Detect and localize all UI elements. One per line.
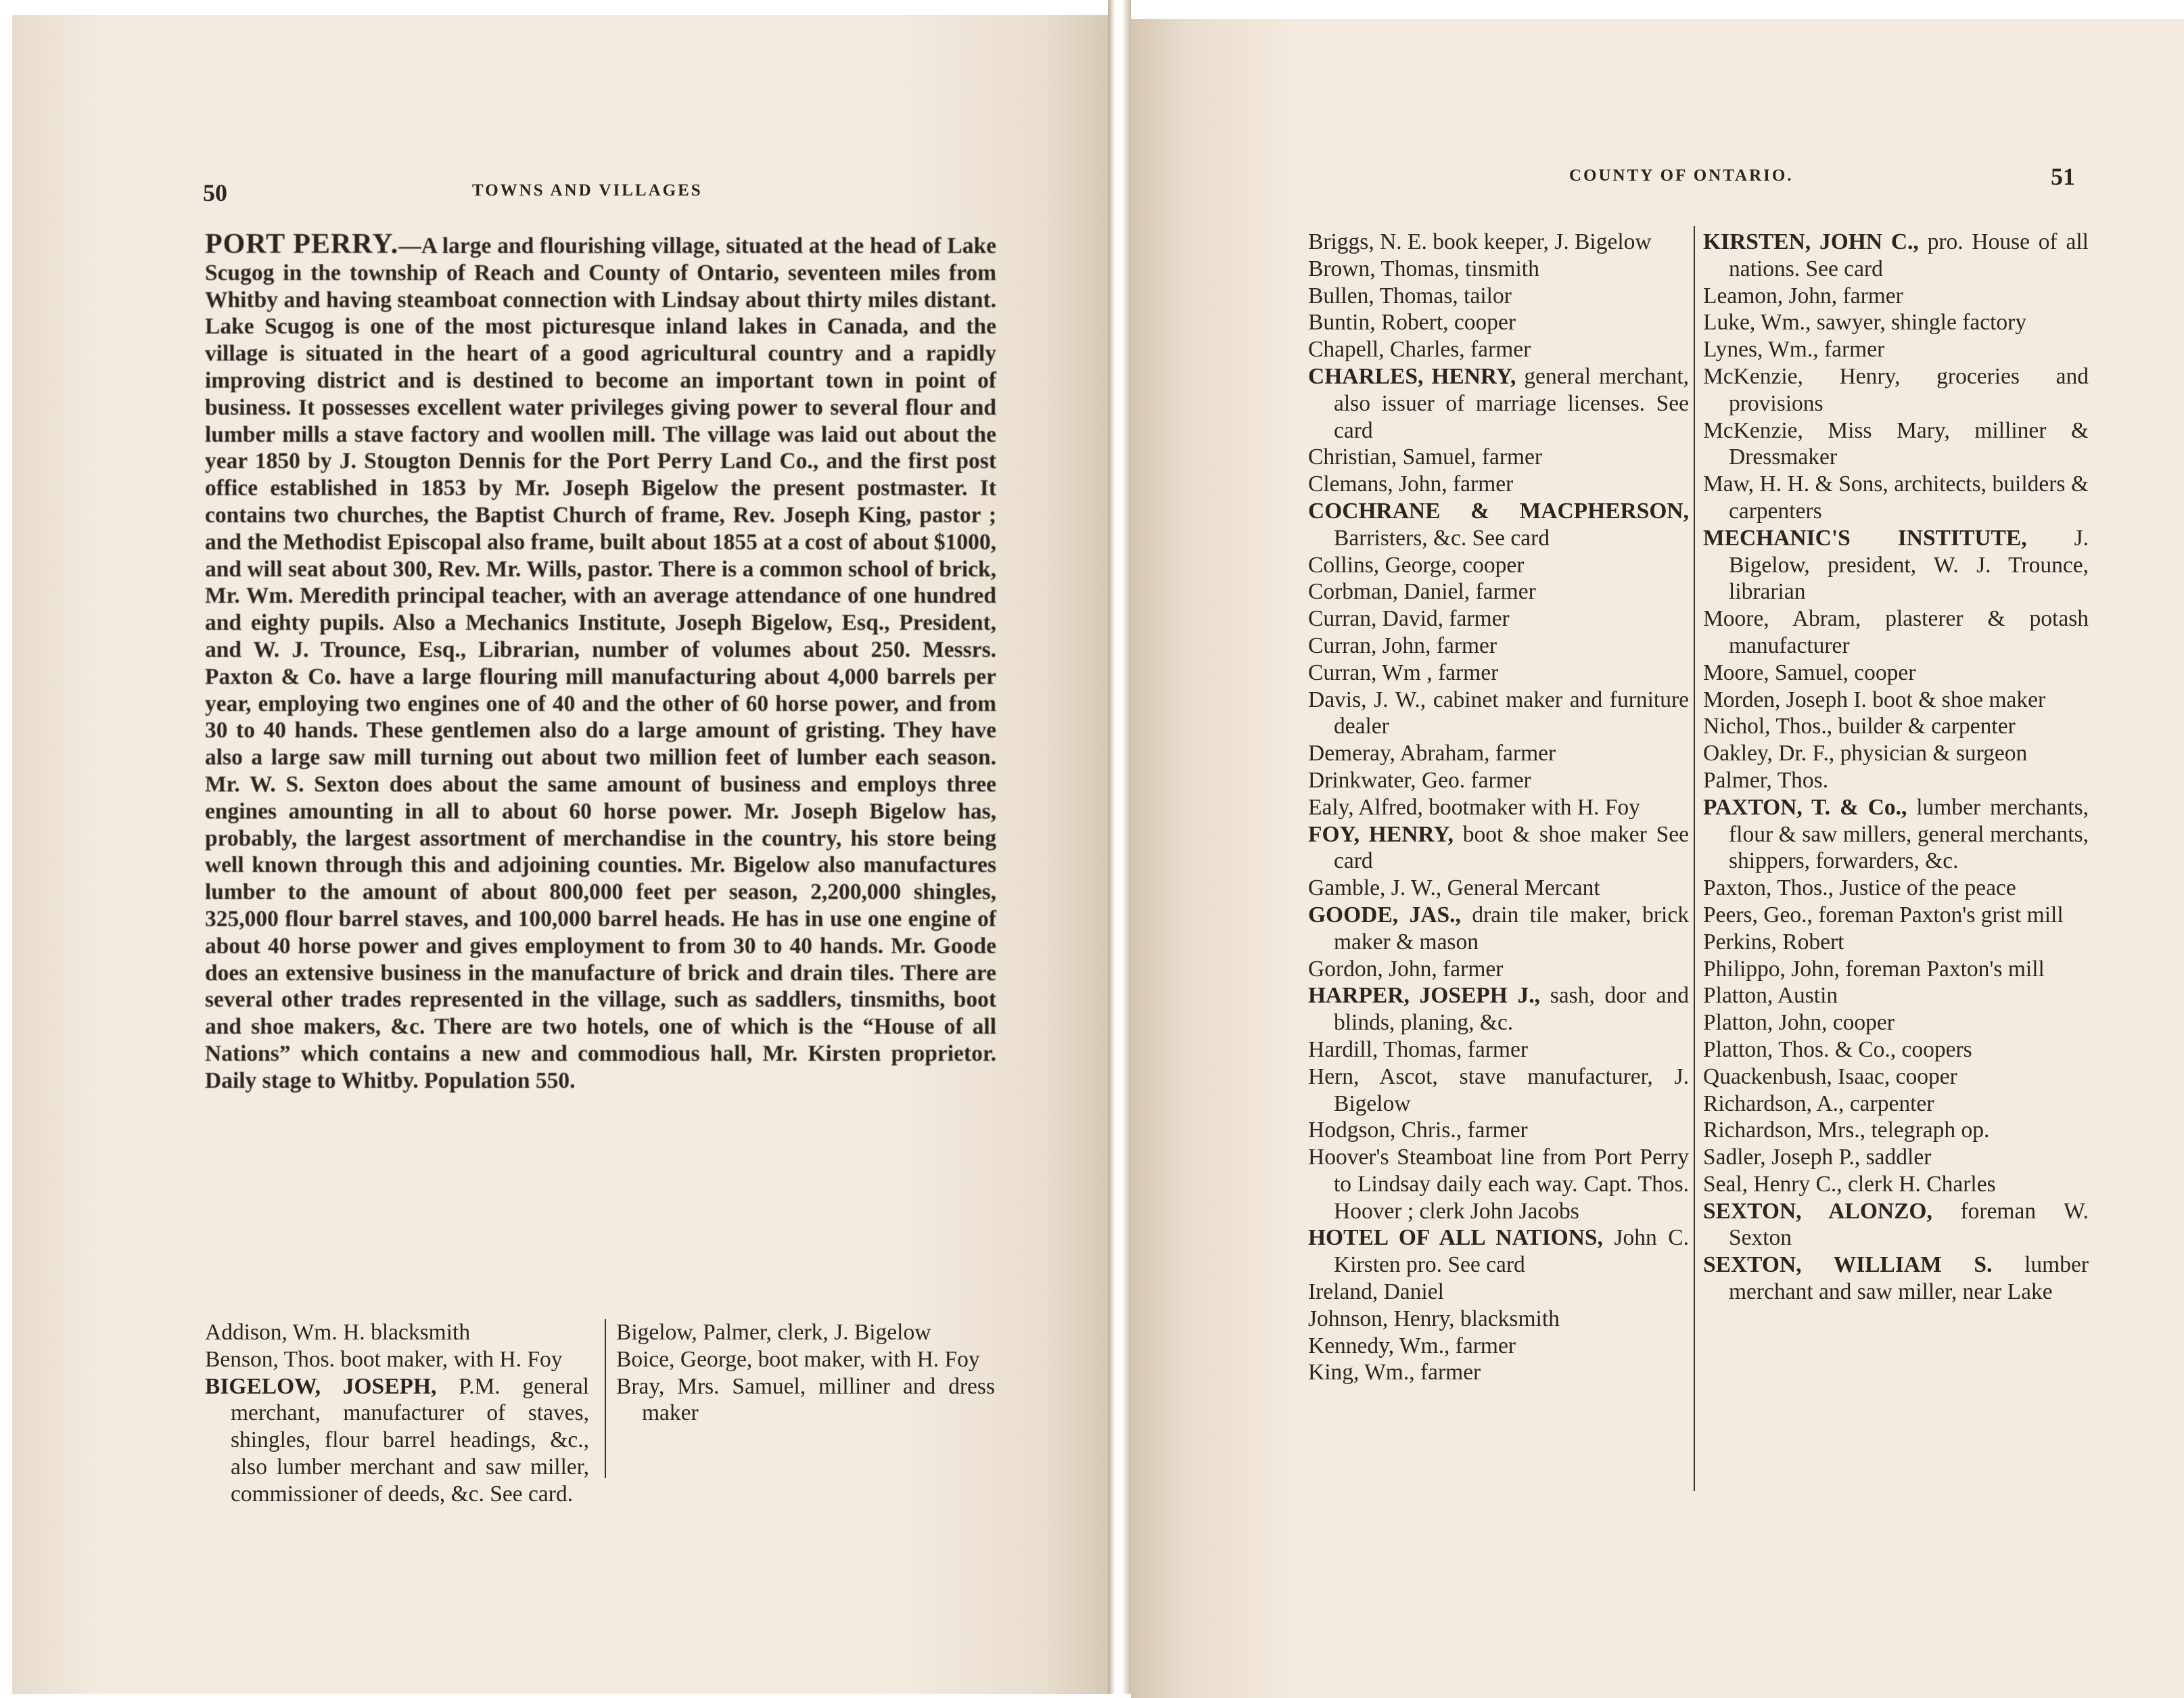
entry-description: cooper [1827,1010,1895,1036]
entry-name: SEXTON, ALONZO, [1703,1198,1932,1224]
entry-description: cooper [1448,310,1516,336]
directory-entry [205,1373,589,1508]
entry-name: Buntin, Robert, [1308,310,1449,336]
entry-description: Steamboat line from Port Perry to Lindsay daily each way. Capt. Thos. Hoover ; clerk John Jacobs [1334,1145,1689,1224]
directory-entry [1308,578,1689,605]
entry-name: Bullen, Thomas, [1308,283,1458,308]
entry-name: Platton, Austin [1703,983,1838,1009]
directory-entry [1703,929,2089,956]
entry-description: farmer [1449,1333,1516,1358]
entry-description: coopers [1896,1036,1972,1062]
entry-name: Perkins, Robert [1703,929,1844,955]
column-divider [605,1319,606,1478]
entry-name: King, Wm., [1308,1360,1415,1385]
directory-entry [1308,1036,1689,1063]
entry-name: COCHRANE & MACPHERSON, [1308,498,1689,524]
entry-description: book keeper, J. Bigelow [1426,229,1652,254]
directory-entry [616,1373,995,1427]
directory-entry [1308,336,1689,363]
entry-name: HARPER, JOSEPH J., [1308,983,1541,1009]
entry-description: groceries and provisions [1729,363,2089,416]
entry-name: Hodgson, Chris., [1308,1118,1462,1143]
entry-description: cabinet maker and furniture dealer [1334,687,1689,739]
entry-description: John C. Kirsten pro. See card [1334,1225,1690,1278]
entry-name: Peers, Geo., [1703,902,1813,927]
directory-entry [1703,1036,2089,1063]
entry-name: Chapell, Charles, [1308,337,1465,363]
entry-name: Davis, J. W., [1308,687,1426,712]
entry-name: Platton, John, [1703,1010,1828,1036]
directory-entry [1308,875,1689,902]
entry-description: drain tile maker, brick maker & mason [1334,902,1689,955]
entry-description: farmer [1464,337,1531,363]
directory-entry [1308,229,1689,256]
entry-name: Christian, Samuel, [1308,444,1477,470]
directory-entry [1703,1144,2089,1171]
entry-description: farmer [1437,956,1504,982]
entry-name: CHARLES, HENRY, [1308,363,1516,389]
entry-description: farmer [1465,767,1531,793]
entry-description: general merchant, also issuer of marriage licenses. See card [1334,363,1689,443]
directory-entry [1308,1359,1689,1386]
entry-description: farmer [1476,444,1543,470]
entry-name: Corbman, Daniel, [1308,579,1470,605]
running-head-left: TOWNS AND VILLAGES [472,181,703,200]
directory-entry [1308,1063,1689,1118]
entry-description: tinsmith [1459,256,1539,281]
entry-name: Paxton, Thos., [1703,875,1834,901]
page-number-right: 51 [2051,163,2075,190]
entry-description: foreman W. Sexton [1729,1198,2089,1251]
entry-description: boot maker, with H. Foy [335,1346,563,1372]
directory-entry [1308,471,1689,498]
entry-name: Oakley, Dr. F., [1703,741,1835,766]
left-directory-column-1 [205,1319,589,1508]
entry-name: FOY, HENRY, [1308,821,1454,847]
entry-description: blacksmith [365,1320,471,1345]
directory-entry [1703,982,2089,1009]
directory-entry [1703,956,2089,983]
directory-entry [1308,956,1689,983]
entry-name: McKenzie, Henry, [1703,363,1901,389]
entry-description: boot & shoe maker [1866,687,2046,712]
entry-name: Palmer, Thos. [1703,767,1829,793]
entry-description: General Mercant [1441,875,1600,901]
entry-name: Gordon, John, [1308,956,1437,982]
directory-entry [1703,605,2089,660]
directory-entry [1703,1091,2089,1118]
entry-description: lumber merchants, flour & saw millers, general merchants, shippers, forwarders, &c. [1729,794,2089,874]
directory-entry [1308,1117,1689,1144]
directory-entry [1308,1144,1689,1224]
entry-name: Brown, Thomas, [1308,256,1460,281]
entry-description: sawyer, shingle factory [1811,310,2027,336]
entry-name: Briggs, N. E. [1308,229,1427,254]
entry-description: P.M. general merchant, manufacturer of staves, shingles, flour barrel headings, &c., also lumber merchant and saw miller, commissioner of deeds, &c. See card. [231,1373,589,1507]
directory-entry [1703,767,2089,794]
directory-entry [1703,794,2089,875]
directory-entry [1308,363,1689,444]
directory-entry [1703,309,2089,336]
entry-name: Seal, Henry C., [1703,1171,1842,1197]
directory-entry [1308,1306,1689,1333]
entry-name: Clemans, John, [1308,472,1447,497]
directory-entry [1308,902,1689,956]
running-head-right: COUNTY OF ONTARIO. [1569,166,1794,185]
directory-entry [1308,767,1689,794]
entry-name: HOTEL OF ALL NATIONS, [1308,1225,1603,1251]
directory-entry [1308,740,1689,767]
directory-entry [1703,336,2089,363]
right-directory-column-2 [1703,229,2089,1306]
entry-name: Nichol, Thos., [1703,714,1833,739]
directory-entry [1308,1333,1689,1360]
entry-name: MECHANIC'S INSTITUTE, [1703,525,2027,551]
directory-entry [1308,660,1689,687]
entry-description: physician & surgeon [1834,741,2028,766]
entry-description: carpenter [1844,1091,1934,1116]
port-perry-description [205,231,996,1095]
directory-entry [1308,687,1689,741]
entry-name: PAXTON, T. & Co., [1703,794,1907,820]
directory-entry [1308,605,1689,633]
directory-entry [1703,1252,2089,1306]
entry-name: Bray, Mrs. Samuel, [616,1373,806,1399]
article-heading: PORT PERRY. [205,229,399,260]
directory-entry [1308,256,1689,283]
entry-description: boot maker, with H. Foy [752,1346,980,1372]
entry-description: farmer [1462,1118,1528,1143]
directory-entry [1308,982,1689,1036]
entry-description: clerk, J. Bigelow [772,1320,931,1345]
entry-name: KIRSTEN, JOHN C., [1703,229,1919,254]
entry-description: Barristers, &c. See card [1334,525,1550,551]
entry-description: telegraph op. [1865,1118,1990,1143]
entry-description: farmer [1489,741,1556,766]
entry-description: farmer [1432,660,1499,685]
entry-description: pro. House of all nations. See card [1729,229,2089,281]
entry-name: Collins, George, [1308,552,1457,578]
column-divider [1694,226,1695,1491]
entry-description: farmer [1431,633,1497,658]
entry-name: McKenzie, Miss Mary, [1703,417,1950,443]
entry-description: farmer [1447,472,1514,497]
entry-name: Kennedy, Wm., [1308,1333,1450,1358]
entry-name: Bigelow, Palmer, [616,1320,772,1345]
directory-entry [1703,660,2089,687]
directory-entry [1703,1198,2089,1252]
directory-entry [1703,1009,2089,1036]
directory-entry [1308,1279,1689,1306]
directory-entry [1703,1063,2089,1091]
directory-entry [1703,283,2089,310]
entry-description: boot & shoe maker See card [1334,821,1689,874]
entry-name: GOODE, JAS., [1308,902,1461,927]
entry-description: lumber merchant and saw miller, near Lake [1729,1252,2089,1305]
entry-description: bootmaker with H. Foy [1422,794,1640,820]
entry-name: Curran, Wm , [1308,660,1433,685]
entry-description: farmer [1443,606,1510,632]
entry-name: Quackenbush, Isaac, [1703,1063,1890,1089]
entry-name: Philippo, John, [1703,956,1840,982]
entry-description: farmer [1414,1360,1481,1385]
entry-name: Hern, Ascot, [1308,1063,1438,1089]
entry-description: cooper [1456,552,1525,578]
entry-description: blacksmith [1454,1306,1560,1331]
entry-description: tailor [1458,283,1512,308]
right-directory-column-1 [1308,229,1689,1386]
directory-entry [1703,902,2089,929]
directory-entry [1703,687,2089,714]
entry-description: J. Bigelow, president, W. J. Trounce, librarian [1729,525,2089,605]
directory-entry [1703,875,2089,902]
directory-entry [1308,309,1689,336]
entry-description: builder & carpenter [1832,714,2016,739]
directory-entry [616,1319,995,1346]
entry-description: foreman Paxton's grist mill [1812,902,2064,927]
entry-name: Leamon, John, [1703,283,1838,308]
directory-entry [1703,740,2089,767]
entry-name: Boice, George, [616,1346,753,1372]
entry-name: Drinkwater, Geo. [1308,767,1466,793]
directory-entry [1308,283,1689,310]
entry-description: foreman Paxton's mill [1839,956,2045,982]
left-directory-column-2 [616,1319,995,1427]
entry-name: Addison, Wm. H. [205,1320,365,1345]
entry-description: farmer [1818,337,1885,363]
entry-description: clerk H. Charles [1842,1171,1996,1197]
entry-name: Lynes, Wm., [1703,337,1819,363]
entry-name: Curran, David, [1308,606,1444,632]
entry-description: architects, builders & carpenters [1729,472,2089,524]
directory-entry [1703,525,2089,605]
book-gutter [1108,0,1131,1694]
entry-description: Justice of the peace [1833,875,2016,901]
entry-name: Morden, Joseph I. [1703,687,1867,712]
left-page [12,15,1108,1694]
entry-name: Richardson, Mrs., [1703,1118,1866,1143]
directory-entry [205,1319,589,1346]
directory-entry [1308,794,1689,821]
entry-description: milliner & Dressmaker [1729,417,2089,470]
directory-entry [205,1346,589,1373]
entry-description: cooper [1890,1063,1957,1089]
directory-entry [1703,417,2089,472]
entry-name: Benson, Thos. [205,1346,335,1372]
entry-description: farmer [1462,1036,1528,1062]
directory-entry [1308,498,1689,552]
entry-name: Gamble, J. W., [1308,875,1442,901]
directory-entry [1308,552,1689,579]
entry-name: Moore, Samuel, [1703,660,1849,685]
entry-description: stave manufacturer, J. Bigelow [1334,1063,1689,1116]
directory-entry [1703,229,2089,283]
entry-description: plasterer & potash manufacturer [1729,606,2089,658]
entry-name: Ireland, Daniel [1308,1279,1444,1305]
entry-name: Ealy, Alfred, [1308,794,1423,820]
article-body: —A large and flourishing village, situated at the head of Lake Scugog in the township of Reach and County of Ontario, seventeen miles from Whitby and having steamboat connection with Lindsay about thirty miles distant. Lake Scugog is one of the most picturesque inland lakes in Canada, and the village is situated in the heart of a good agricultural country and a rapidly improving district and is destined to become an important town in point of business. It possesses excellent water privileges giving power to several flour and lumber mills a stave factory and woollen mill. The village was laid out about the year 1850 by J. Stougton Dennis for the Port Perry Land Co., and the first post office established in 1853 by Mr. Joseph Bigelow the present postmaster. It contains two churches, the Baptist Church of frame, Rev. Joseph King, pastor ; and the Methodist Episcopal also frame, built about 1855 at a cost of about $1000, and will seat about 300, Rev. Mr. Wills, pastor. There is a common school of brick, Mr. Wm. Meredith principal teacher, with an average attendance of one hundred and eighty pupils. Also a Mechanics Institute, Joseph Bigelow, Esq., President, and W. J. Trounce, Esq., Librarian, number of volumes about 250. Messrs. Paxton & Co. have a large flouring mill manufacturing about 4,000 barrels per year, employing two engines one of 40 and the other of 60 horse power, and from 30 to 40 hands. These gentlemen also do a large amount of gristing. They have also a large saw mill turning out about two million feet of lumber each season. Mr. W. S. Sexton does about the same amount of business and employs three engines amounting in all to about 60 horse power. Mr. Joseph Bigelow has, probably, the largest assortment of merchandise in the country, his store being well known through this and adjoining counties. Mr. Bigelow also manufactures lumber to the amount of about 800,000 feet per season, 2,200,000 shingles, 325,000 flour barrel staves, and 100,000 barrel heads. He has in use one engine of about 40 horse power and gives employment to from 30 to 40 hands. Mr. Goode does an extensive business in the manufacture of brick and drain tiles. There are several other trades represented in the village, such as saddlers, tinsmiths, boot and shoe makers, &c. There are two hotels, one of which is the “House of all Nations” which contains a new and commodious hall, Mr. Kirsten proprietor. Daily stage to Whitby. Population 550. [205,233,996,1093]
entry-name: SEXTON, WILLIAM S. [1703,1252,1993,1278]
entry-name: Maw, H. H. & Sons, [1703,472,1888,497]
directory-entry [616,1346,995,1373]
entry-name: BIGELOW, JOSEPH, [205,1373,437,1399]
entry-name: Luke, Wm., [1703,310,1811,336]
directory-entry [1308,444,1689,471]
entry-name: Hoover's [1308,1145,1389,1170]
entry-name: Platton, Thos. & Co., [1703,1036,1897,1062]
directory-entry [1308,821,1689,875]
entry-description: sash, door and blinds, planing, &c. [1334,983,1690,1036]
page-number-left: 50 [203,179,227,206]
directory-entry [1703,1117,2089,1144]
entry-name: Demeray, Abraham, [1308,741,1490,766]
entry-name: Hardill, Thomas, [1308,1036,1462,1062]
directory-entry [1308,633,1689,660]
entry-description: saddler [1860,1145,1932,1170]
entry-name: Curran, John, [1308,633,1431,658]
entry-description: milliner and dress maker [642,1373,995,1426]
directory-entry [1308,1224,1689,1279]
directory-entry [1703,1171,2089,1198]
entry-name: Richardson, A., [1703,1091,1844,1116]
entry-name: Johnson, Henry, [1308,1306,1455,1331]
entry-name: Sadler, Joseph P., [1703,1145,1861,1170]
directory-entry [1703,471,2089,525]
directory-entry [1703,713,2089,740]
right-page [1131,19,2184,1698]
entry-description: farmer [1470,579,1536,605]
entry-description: cooper [1848,660,1916,685]
entry-description: farmer [1837,283,1903,308]
directory-entry [1703,363,2089,417]
entry-name: Moore, Abram, [1703,606,1861,632]
